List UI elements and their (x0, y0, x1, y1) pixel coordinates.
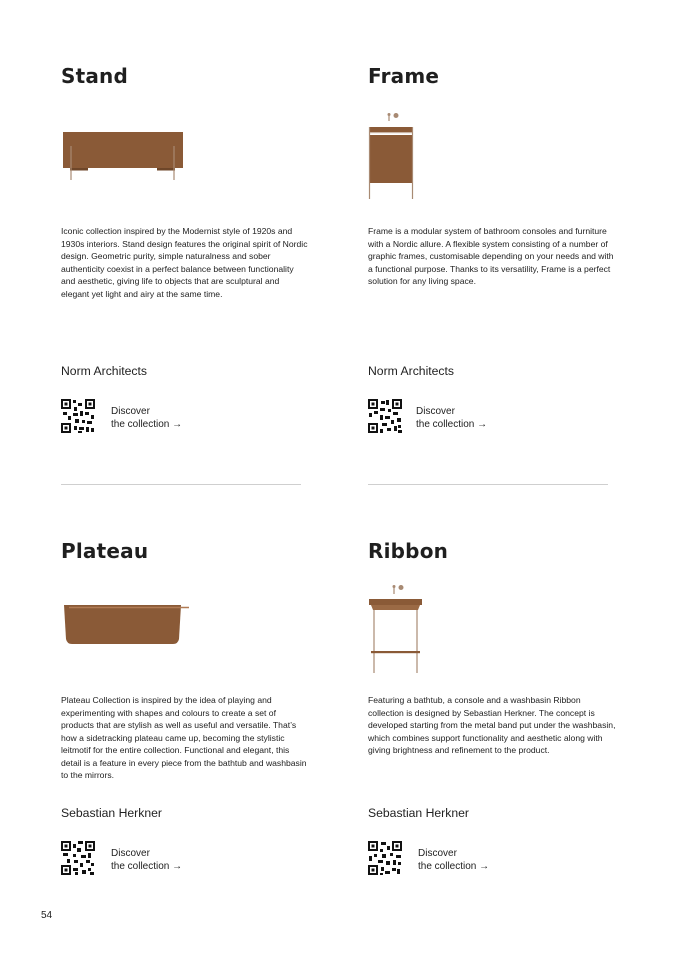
discover-collection-link[interactable] (418, 848, 489, 873)
section-description: Iconic collection inspired by the Modernist style of 1920s and 1930s interiors. Stand design features the original spirit of Nordic design. Geometric purity, simple naturalness and sober authenticity coexist in a perfect balance between functionality and aesthetic, giving life to objects that are sculptural and elegant yet light and airy at the same time. (61, 226, 308, 299)
designer-name: Sebastian Herkner (368, 806, 469, 820)
page-number: 54 (41, 910, 53, 921)
designer-name: Sebastian Herkner (61, 806, 162, 820)
section-description: Featuring a bathtub, a console and a washbasin Ribbon collection is designed by Sebastian Herkner. The concept is developed starting from the metal band put under the washbasin, which combines support functionality and aesthetic along with giving brightness and refinement to the product. (368, 695, 616, 755)
designer-name: Norm Architects (61, 364, 148, 378)
discover-label: Discover (111, 848, 150, 859)
collection-label: the collection → (418, 860, 490, 872)
discover-label: Discover (418, 848, 457, 859)
section-plateau (61, 539, 309, 884)
designer-name: Norm Architects (368, 364, 455, 378)
collection-label: the collection → (111, 418, 183, 430)
discover-label: Discover (111, 406, 150, 417)
discover-collection-link[interactable] (416, 406, 487, 431)
ribbon-console-illustration (368, 583, 426, 675)
frame-console-illustration (368, 110, 418, 202)
section-title: Ribbon (368, 539, 449, 563)
discover-collection-link[interactable] (111, 848, 182, 873)
section-title: Plateau (61, 539, 149, 563)
section-title: Frame (368, 64, 440, 88)
qr-code-icon[interactable] (61, 399, 95, 433)
qr-code-icon[interactable] (368, 399, 402, 433)
plateau-bathtub-illustration (61, 603, 193, 647)
collection-label: the collection → (416, 418, 488, 430)
discover-label: Discover (416, 406, 455, 417)
section-description: Plateau Collection is inspired by the idea of playing and experimenting with shapes and colours to create a set of products that are stylish as well as useful and versatile. That’s how a sidetracking plateau came up, becoming the stylistic leitmotif for the entire collection. Functional and elegant, this detail is a feature in every piece from the bathtub and washbasin to the mirrors. (61, 695, 307, 780)
section-frame (368, 64, 616, 444)
section-title: Stand (61, 64, 129, 88)
qr-code-icon[interactable] (61, 841, 95, 875)
section-divider (368, 484, 608, 485)
discover-collection-link[interactable] (111, 406, 182, 431)
section-divider (61, 484, 301, 485)
qr-code-icon[interactable] (368, 841, 402, 875)
section-ribbon (368, 539, 616, 884)
collection-label: the collection → (111, 860, 183, 872)
stand-bathtub-illustration (61, 130, 191, 182)
section-stand (61, 64, 309, 444)
section-description: Frame is a modular system of bathroom consoles and furniture with a Nordic allure. A flexible system consisting of a number of graphic frames, customisable depending on your needs and with a functional purpose. Thanks to its versatility, Frame is a perfect solution for any living space. (368, 226, 614, 286)
